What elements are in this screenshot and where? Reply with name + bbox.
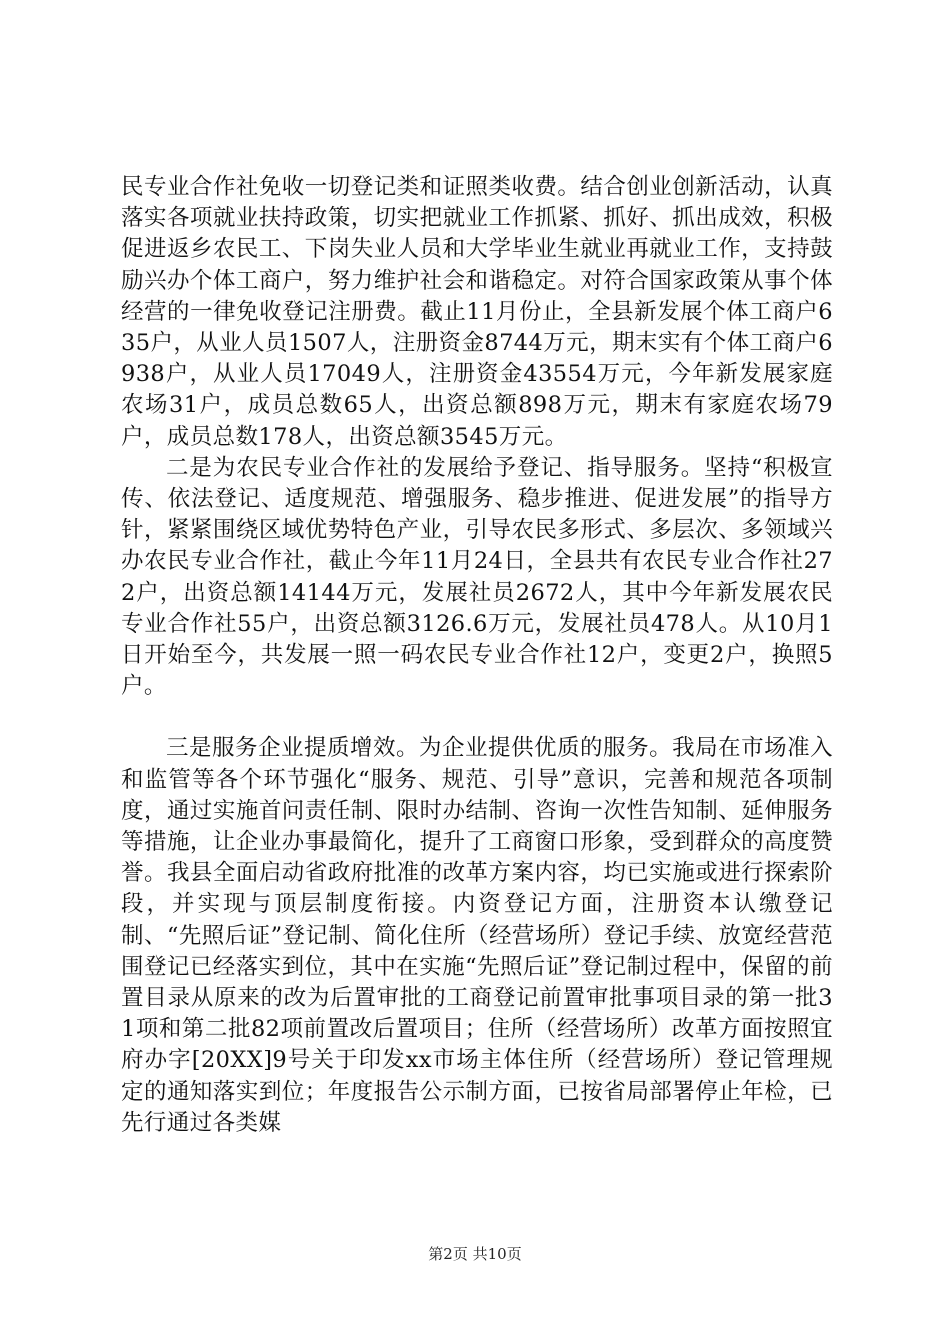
document-body xyxy=(121,172,833,1139)
paragraph-2: 二是为农民专业合作社的发展给予登记、指导服务。坚持“积极宣传、依法登记、适度规范、增强服务、稳步推进、促进发展”的指导方针，紧紧围绕区域优势特色产业，引导农民多形式、多层次、多领域兴办农民专业合作社，截止今年11月24日，全县共有农民专业合作社272户，出资总额14144万元，发展社员2672人，其中今年新发展农民专业合作社55户，出资总额3126.6万元，发展社员478人。从10月1日开始至今，共发展一照一码农民专业合作社12户，变更2户，换照5户。 xyxy=(121,454,833,700)
page-number-footer: 第2页 共10页 xyxy=(428,1245,522,1263)
paragraph-3: 三是服务企业提质增效。为企业提供优质的服务。我局在市场准入和监管等各个环节强化“服务、规范、引导”意识，完善和规范各项制度，通过实施首问责任制、限时办结制、咨询一次性告知制、延伸服务等措施，让企业办事最简化，提升了工商窗口形象，受到群众的高度赞誉。我县全面启动省政府批准的改革方案内容，均已实施或进行探索阶段，并实现与顶层制度衔接。内资登记方面，注册资本认缴登记制、“先照后证”登记制、简化住所（经营场所）登记手续、放宽经营范围登记已经落实到位，其中在实施“先照后证”登记制过程中，保留的前置目录从原来的改为后置审批的工商登记前置审批事项目录的第一批31项和第二批82项前置改后置项目；住所（经营场所）改革方面按照宜府办字[20XX]9号关于印发xx市场主体住所（经营场所）登记管理规定的通知落实到位；年度报告公示制方面，已按省局部署停止年检，已先行通过各类媒 xyxy=(121,735,833,1136)
paragraph-continued: 民专业合作社免收一切登记类和证照类收费。结合创业创新活动，认真落实各项就业扶持政策，切实把就业工作抓紧、抓好、抓出成效，积极促进返乡农民工、下岗失业人员和大学毕业生就业再就业工作，支持鼓励兴办个体工商户，努力维护社会和谐稳定。对符合国家政策从事个体经营的一律免收登记注册费。截止11月份止，全县新发展个体工商户635户，从业人员1507人，注册资金8744万元，期末实有个体工商户6938户，从业人员17049人，注册资金43554万元，今年新发展家庭农场31户，成员总数65人，出资总额898万元，期末有家庭农场79户，成员总数178人，出资总额3545万元。 xyxy=(121,174,833,450)
paragraph-spacer xyxy=(121,702,833,733)
